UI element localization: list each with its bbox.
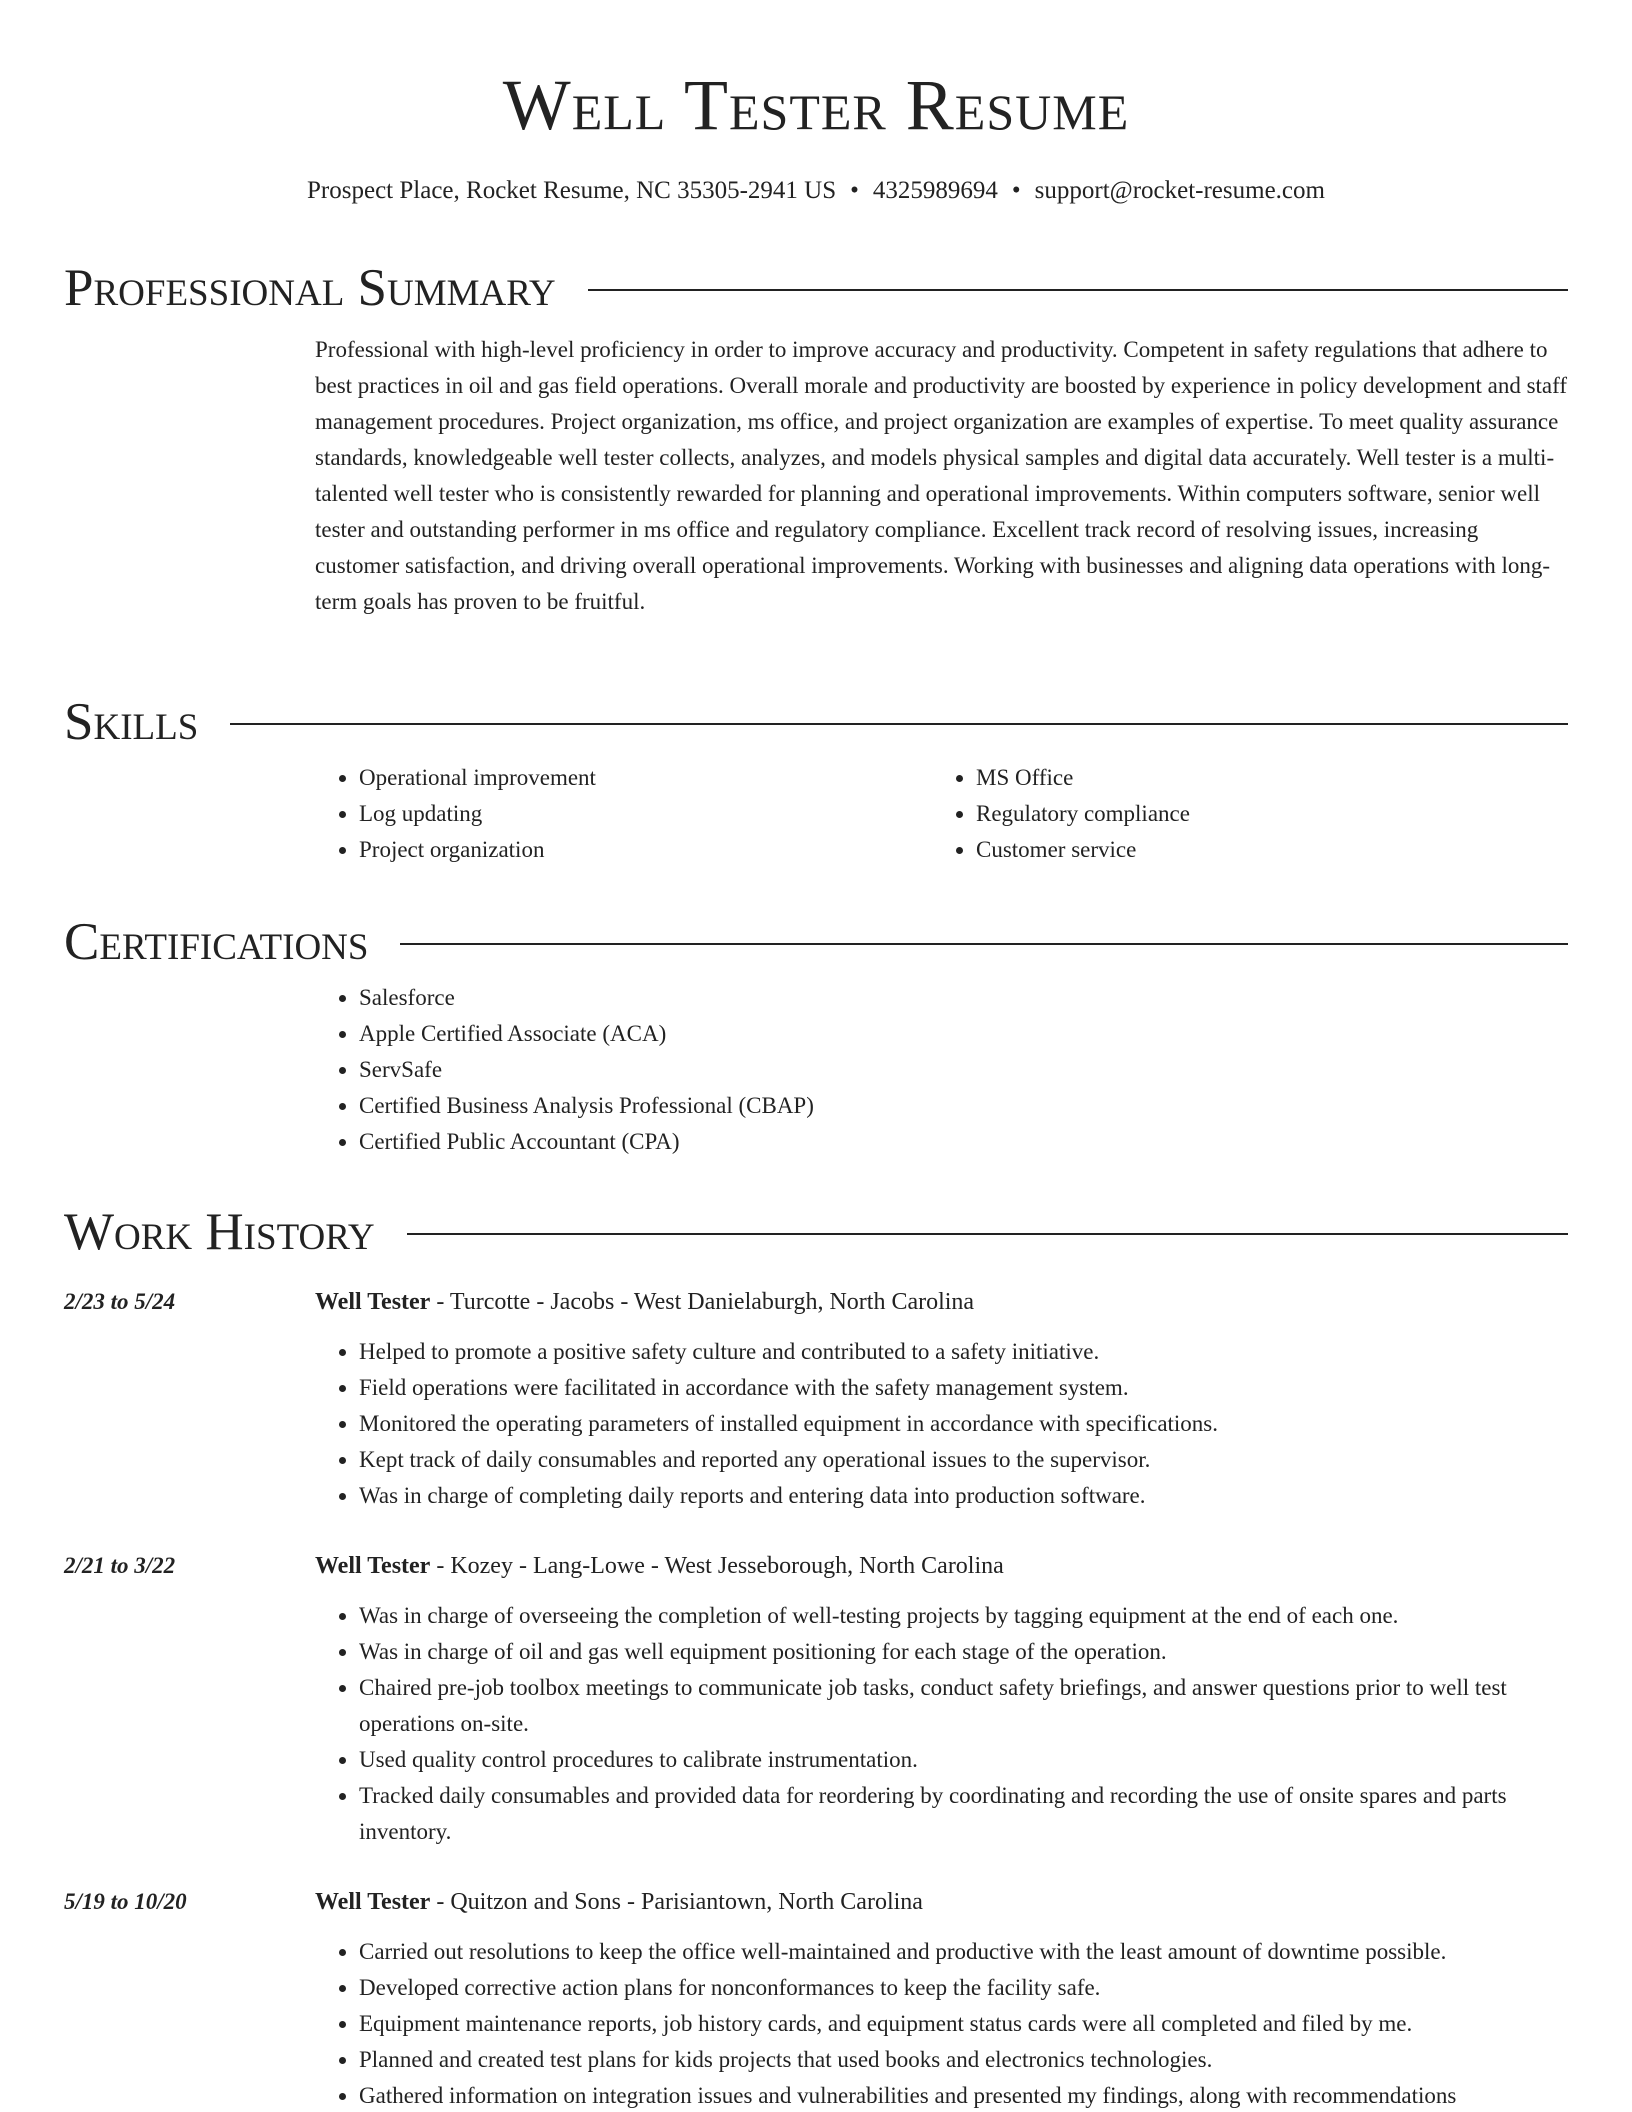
job-title-line	[315, 1548, 1568, 1584]
job-bullet: • Field operations were facilitated in accordance with the safety management system.	[359, 1370, 1568, 1406]
certifications-section	[64, 910, 1568, 1160]
work-history-title: Work History	[64, 1203, 375, 1261]
certification-item: • Apple Certified Associate (ACA)	[359, 1016, 1568, 1052]
skills-section	[64, 690, 1568, 868]
job-title-line	[315, 1884, 1568, 1920]
resume-name: Well Tester Resume	[502, 65, 1130, 145]
job-title-line	[315, 1284, 1568, 1320]
skill-item: • Regulatory compliance	[976, 796, 1549, 832]
job-bullet: • Developed corrective action plans for nonconformances to keep the facility safe.	[359, 1970, 1568, 2006]
job-bullet: • Gathered information on integration issues and vulnerabilities and presented my findings, along with recommendations	[359, 2078, 1568, 2112]
skill-item: • MS Office	[976, 760, 1549, 796]
skill-item: • Log updating	[359, 796, 932, 832]
skill-item: • Operational improvement	[359, 760, 932, 796]
job-dates: 5/19 to 10/20	[64, 1889, 187, 1914]
skills-column-right	[932, 760, 1549, 868]
section-divider	[230, 723, 1568, 725]
contact-phone: 4325989694	[872, 177, 998, 204]
job-bullet: • Monitored the operating parameters of installed equipment in accordance with specifications.	[359, 1406, 1568, 1442]
skills-list-left	[315, 760, 932, 868]
section-divider	[407, 1233, 1568, 1235]
job-bullet: • Helped to promote a positive safety culture and contributed to a safety initiative.	[359, 1334, 1568, 1370]
job-bullet: • Equipment maintenance reports, job history cards, and equipment status cards were all completed and filed by me.	[359, 2006, 1568, 2042]
skills-grid	[315, 754, 1568, 868]
contact-separator: •	[1011, 177, 1021, 204]
skills-column-left	[315, 760, 932, 868]
contact-line	[0, 174, 1632, 208]
summary-content	[315, 320, 1568, 620]
job-dates: 2/21 to 3/22	[64, 1553, 176, 1578]
skills-header	[64, 690, 1568, 754]
job-role: Well Tester	[315, 1889, 431, 1915]
certification-item: • Salesforce	[359, 980, 1568, 1016]
job-details: - Turcotte - Jacobs - West Danielaburgh, North Carolina	[430, 1289, 975, 1315]
contact-separator: •	[850, 177, 859, 204]
job-bullet: • Was in charge of overseeing the completion of well-testing projects by tagging equipment at the end of each one.	[359, 1598, 1568, 1634]
job-bullet: • Was in charge of completing daily reports and entering data into production software.	[359, 1478, 1568, 1514]
job-role: Well Tester	[315, 1553, 431, 1579]
job-details: - Kozey - Lang-Lowe - West Jesseborough, North Carolina	[430, 1553, 1004, 1579]
summary-title: Professional Summary	[64, 259, 556, 317]
certifications-header	[64, 910, 1568, 974]
job-bullets	[315, 1920, 1568, 2112]
skills-title: Skills	[64, 693, 199, 751]
contact-address: Prospect Place, Rocket Resume, NC 35305-2941 US	[307, 177, 837, 204]
contact-email: support@rocket-resume.com	[1034, 177, 1325, 204]
certification-item: • ServSafe	[359, 1052, 1568, 1088]
summary-header	[64, 256, 1568, 320]
job-role: Well Tester	[315, 1289, 431, 1315]
job-bullet: • Kept track of daily consumables and reported any operational issues to the supervisor.	[359, 1442, 1568, 1478]
job-bullet: • Tracked daily consumables and provided data for reordering by coordinating and recording the use of onsite spares and parts inventory.	[359, 1778, 1568, 1850]
skill-item: • Customer service	[976, 832, 1549, 868]
job-bullet: • Carried out resolutions to keep the office well-maintained and productive with the least amount of downtime possible.	[359, 1934, 1568, 1970]
summary-section	[64, 256, 1568, 620]
certifications-list	[315, 980, 1568, 1160]
skill-item: • Project organization	[359, 832, 932, 868]
job-bullet: • Used quality control procedures to calibrate instrumentation.	[359, 1742, 1568, 1778]
skills-list-right	[932, 760, 1549, 868]
job-bullet: • Planned and created test plans for kids projects that used books and electronics technologies.	[359, 2042, 1568, 2078]
job-bullets	[315, 1320, 1568, 1514]
job-entry	[64, 1548, 1568, 1850]
job-bullets	[315, 1584, 1568, 1850]
job-details: - Quitzon and Sons - Parisiantown, North Carolina	[430, 1889, 923, 1915]
job-dates: 2/23 to 5/24	[64, 1289, 176, 1314]
job-entry	[64, 1884, 1568, 2112]
job-bullet: • Was in charge of oil and gas well equipment positioning for each stage of the operation.	[359, 1634, 1568, 1670]
certification-item: • Certified Business Analysis Professional (CBAP)	[359, 1088, 1568, 1124]
section-divider	[400, 943, 1568, 945]
certification-item: • Certified Public Accountant (CPA)	[359, 1124, 1568, 1160]
section-divider	[588, 289, 1568, 291]
work-history-header	[64, 1200, 1568, 1264]
job-bullet: • Chaired pre-job toolbox meetings to communicate job tasks, conduct safety briefings, and answer questions prior to well test operations on-site.	[359, 1670, 1568, 1742]
certifications-content	[315, 974, 1568, 1160]
summary-text: Professional with high-level proficiency in order to improve accuracy and productivity. Competent in safety regulations that adhere to best practices in oil and gas field operations. Overall morale and productivity are boosted by experience in policy development and staff management procedures. Project organization, ms office, and project organization are examples of expertise. To meet quality assurance standards, knowledgeable well tester collects, analyzes, and models physical samples and digital data accurately. Well tester is a multi-talented well tester who is consistently rewarded for planning and operational improvements. Within computers software, senior well tester and outstanding performer in ms office and regulatory compliance. Excellent track record of resolving issues, increasing customer satisfaction, and driving overall operational improvements. Working with businesses and aligning data operations with long-term goals has proven to be fruitful.	[315, 337, 1568, 614]
job-entry	[64, 1284, 1568, 1514]
work-history-section	[64, 1200, 1568, 2112]
certifications-title: Certifications	[64, 913, 369, 971]
